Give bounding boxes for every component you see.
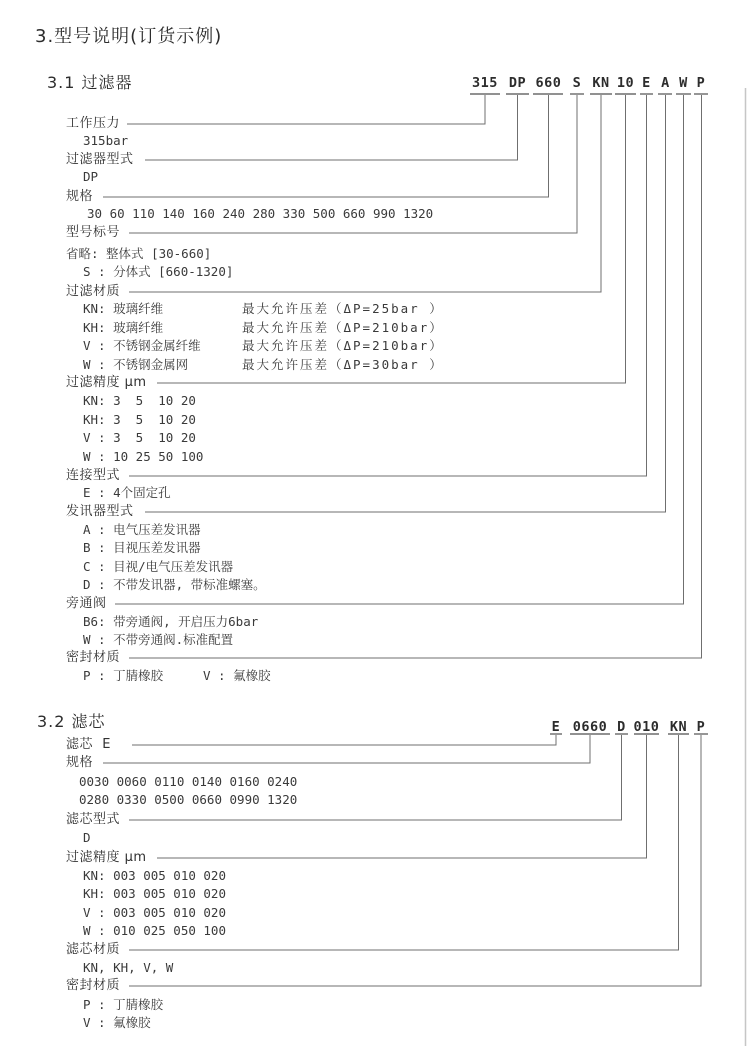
s1-code-segment-size: 660 <box>535 75 562 91</box>
s2-code-segment-size: 0660 <box>572 719 608 735</box>
s1-code-segment-pressure: 315 <box>472 75 498 91</box>
s1-code-segment-indicator: A <box>661 75 670 91</box>
row-line: 省略: 整体式 [30-660] <box>66 246 212 261</box>
s2-code-segment-media: KN <box>669 719 688 735</box>
row-line: D : 不带发讯器, 带标准螺塞。 <box>83 577 266 592</box>
s2-code-segment-seal: P <box>696 719 706 735</box>
connector-line <box>129 95 601 292</box>
connector-line <box>127 95 485 124</box>
row-line: W : 10 25 50 100 <box>83 448 204 464</box>
row-line: C : 目视/电气压差发讯器 <box>83 558 234 574</box>
row-line: B6: 带旁通阀, 开启压力6bar <box>83 613 259 629</box>
s2-code-segment-type: D <box>617 719 626 735</box>
row-line: W : 010 025 050 100 <box>83 923 226 938</box>
connector-line <box>145 95 518 160</box>
row-line: KH: 3 5 10 20 <box>83 411 196 427</box>
row-label-filter-type: 过滤器型式 <box>66 151 134 167</box>
row-label-bypass-valve: 旁通阀 <box>66 595 107 611</box>
row-line: DP <box>83 169 99 184</box>
row-line: KH: 玻璃纤维 <box>83 319 164 335</box>
row-line: V : 3 5 10 20 <box>83 430 196 445</box>
row-label-connection-type: 连接型式 <box>66 467 121 483</box>
row-line: V : 不锈钢金属纤维 <box>83 338 201 353</box>
connector-line <box>103 95 549 197</box>
row-line: V : 003 005 010 020 <box>83 904 226 920</box>
section-2-heading: 3.2 滤芯 <box>37 712 106 731</box>
s1-code-segment-type: DP <box>508 75 527 91</box>
s1-code-segment-connect: E <box>642 75 651 91</box>
row-label-filter-media: 过滤材质 <box>66 283 121 299</box>
row-line: B : 目视压差发讯器 <box>83 540 201 555</box>
s1-code-segment-micron: 10 <box>616 75 635 91</box>
section-1-heading: 3.1 过滤器 <box>47 73 133 92</box>
row-line: KH: 003 005 010 020 <box>83 886 226 901</box>
row-line: KN, KH, V, W <box>83 959 174 975</box>
s1-code-segment-model: S <box>572 75 582 91</box>
row-line: W : 不锈钢金属网 <box>83 356 189 372</box>
row-line: 0030 0060 0110 0140 0160 0240 <box>79 773 298 789</box>
row-label-seal-material: 密封材质 <box>66 977 121 993</box>
row-line: W : 不带旁通阀.标准配置 <box>83 632 234 647</box>
row-extra: V : 氟橡胶 <box>203 668 271 683</box>
row-extra: 最大允许压差（ΔP=210bar） <box>242 319 444 335</box>
row-line: P : 丁腈橡胶 <box>83 996 164 1012</box>
row-label-seal-material: 密封材质 <box>66 649 121 665</box>
row-label-element-type: 滤芯型式 <box>66 811 121 827</box>
row-line: 30 60 110 140 160 240 280 330 500 660 990 1320 <box>87 206 434 221</box>
row-label-filtration-rating: 过滤精度 μm <box>66 374 147 390</box>
row-line: 315bar <box>83 133 129 148</box>
row-label-working-pressure: 工作压力 <box>66 115 121 131</box>
row-label-size: 规格 <box>66 754 94 770</box>
doc-title: 3.型号说明(订货示例) <box>35 26 223 47</box>
row-line: D <box>83 829 91 845</box>
s2-code-segment-element: E <box>551 719 561 735</box>
row-extra: 最大允许压差（ΔP=30bar ） <box>242 356 444 372</box>
connector-line <box>132 735 556 745</box>
row-label-element-media: 滤芯材质 <box>66 941 121 957</box>
row-line: 0280 0330 0500 0660 0990 1320 <box>79 791 298 807</box>
row-label-size: 规格 <box>66 188 94 204</box>
row-extra: 最大允许压差（ΔP=25bar ） <box>242 301 444 316</box>
connector-line <box>129 95 647 476</box>
row-line: S : 分体式 [660-1320] <box>83 264 234 279</box>
row-label-element: 滤芯 E <box>66 736 111 752</box>
s1-code-segment-seal: P <box>696 75 706 91</box>
row-line: V : 氟橡胶 <box>83 1014 151 1030</box>
connector-line <box>103 735 590 763</box>
row-label-model-mark: 型号标号 <box>66 224 121 240</box>
row-label-filtration-rating: 过滤精度 μm <box>66 849 147 865</box>
s1-code-segment-media: KN <box>592 75 610 91</box>
row-extra: 最大允许压差（ΔP=210bar） <box>242 338 444 353</box>
row-line: A : 电气压差发讯器 <box>83 521 201 537</box>
row-line: KN: 3 5 10 20 <box>83 393 196 408</box>
s2-code-segment-micron: 010 <box>633 719 660 735</box>
row-line: E : 4个固定孔 <box>83 485 171 500</box>
row-line: P : 丁腈橡胶 <box>83 668 164 683</box>
row-line: KN: 玻璃纤维 <box>83 301 164 316</box>
s1-code-segment-bypass: W <box>679 75 688 91</box>
row-line: KN: 003 005 010 020 <box>83 867 226 883</box>
row-label-indicator-type: 发讯器型式 <box>66 503 134 519</box>
